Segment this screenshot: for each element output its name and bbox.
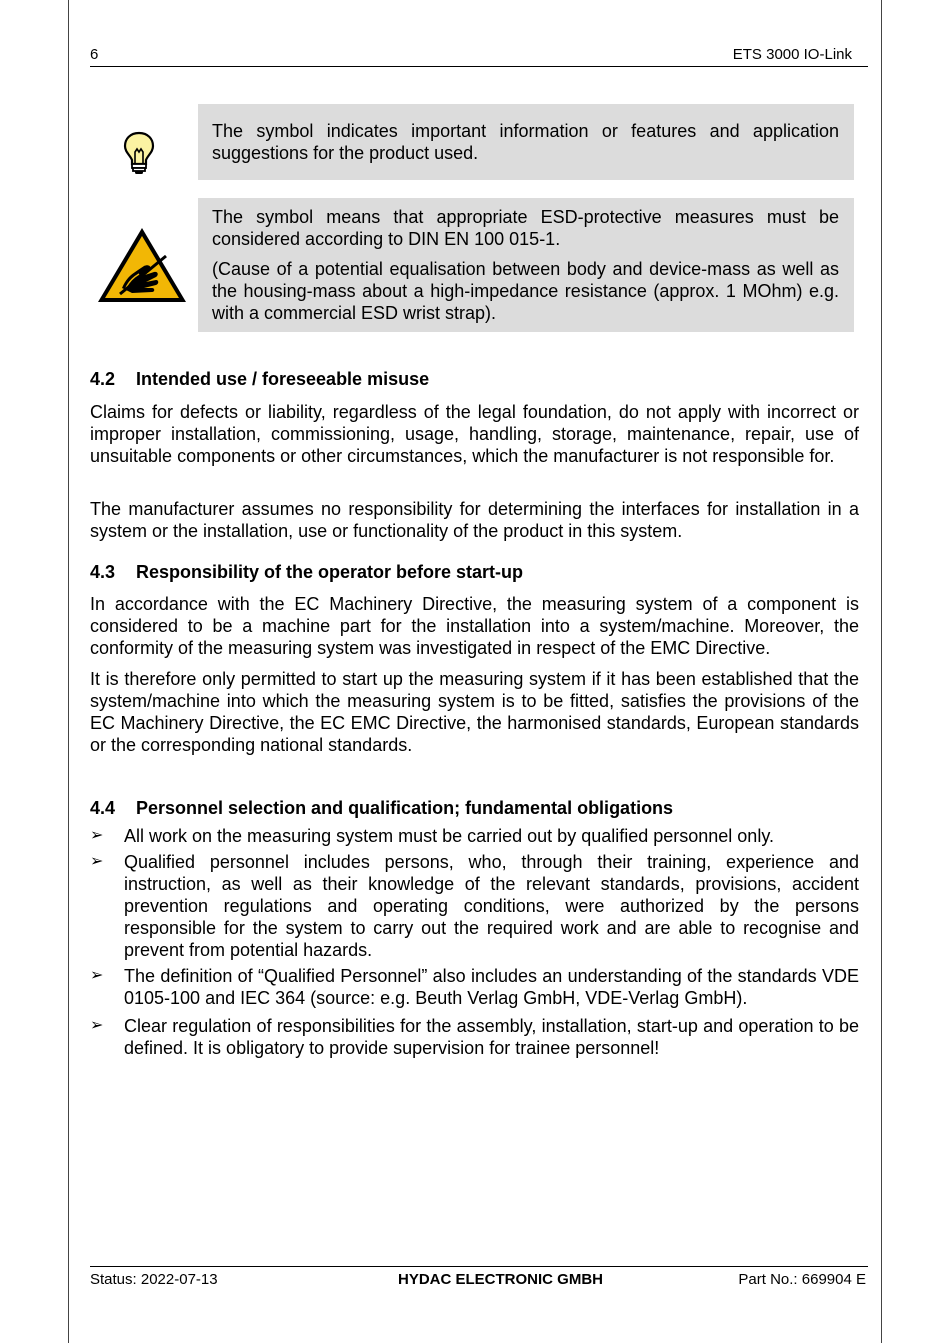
status-date: Status: 2022-07-13 xyxy=(90,1271,218,1288)
page-header xyxy=(90,44,868,67)
right-margin-line xyxy=(881,0,882,1343)
list-item xyxy=(90,1015,859,1059)
esd-note-box xyxy=(198,198,854,332)
section-4-3-heading xyxy=(90,562,523,583)
esd-note-text: The symbol means that appropriate ESD-protective measures must be considered according to DIN EN 100 015-1. xyxy=(212,207,839,249)
part-number: Part No.: 669904 E xyxy=(738,1271,866,1288)
lightbulb-icon xyxy=(121,130,157,176)
section-title: Personnel selection and qualification; fundamental obligations xyxy=(136,798,674,818)
section-title: Responsibility of the operator before start-up xyxy=(136,562,524,582)
page-number: 6 xyxy=(90,46,99,63)
list-item-text: Qualified personnel includes persons, who, through their training, experience and instruction, as well as their knowledge of the relevant standards, provisions, accident prevention regulations and operating conditions, were authorized by the persons responsible for the system to carry out the required work and are able to recognise and prevent from potential hazards. xyxy=(124,852,859,960)
section-number: 4.4 xyxy=(90,798,116,818)
esd-warning-icon xyxy=(96,226,188,304)
section-4-2-paragraph-1: Claims for defects or liability, regardless of the legal foundation, do not apply with incorrect or improper installation, commissioning, usage, handling, storage, maintenance, repair, use of unsuitable components or other circumstances, which the manufacturer is not responsible for. xyxy=(90,402,859,466)
left-margin-line xyxy=(68,0,69,1343)
info-note-text: The symbol indicates important information or features and application suggestions for the product used. xyxy=(212,121,839,163)
section-4-3-paragraph-1: In accordance with the EC Machinery Directive, the measuring system of a component is considered to be a machine part for the installation into a system/machine. Moreover, the conformity of the measuring system was investigated in respect of the EMC Directive. xyxy=(90,594,859,658)
section-number: 4.2 xyxy=(90,369,116,389)
list-item xyxy=(90,825,859,847)
esd-note-detail: (Cause of a potential equalisation between body and device-mass as well as the housing-mass about a high-impedance resistance (approx. 1 MOhm) e.g. with a commercial ESD wrist strap). xyxy=(212,259,839,323)
list-item xyxy=(90,851,859,961)
section-4-2-heading xyxy=(90,369,429,390)
section-4-3-paragraph-2: It is therefore only permitted to start up the measuring system if it has been established that the system/machine into which the measuring system is to be fitted, satisfies the provisions of the EC Machinery Directive, the EC EMC Directive, the harmonised standards, European standards or the corresponding national standards. xyxy=(90,669,859,755)
list-item-text: Clear regulation of responsibilities for the assembly, installation, start-up and operation to be defined. It is obligatory to provide supervision for trainee personnel! xyxy=(124,1016,859,1058)
company-name: HYDAC ELECTRONIC GMBH xyxy=(398,1271,603,1288)
arrow-bullet-icon: ➢ xyxy=(90,967,104,984)
section-4-4-heading xyxy=(90,798,673,819)
section-title: Intended use / foreseeable misuse xyxy=(136,369,430,389)
list-item xyxy=(90,965,859,1009)
list-item-text: All work on the measuring system must be carried out by qualified personnel only. xyxy=(124,826,774,846)
arrow-bullet-icon: ➢ xyxy=(90,1017,104,1034)
page-footer xyxy=(90,1266,868,1291)
section-number: 4.3 xyxy=(90,562,116,582)
list-item-text: The definition of “Qualified Personnel” also includes an understanding of the standards VDE 0105-100 and IEC 364 (source: e.g. Beuth Verlag GmbH, VDE-Verlag GmbH). xyxy=(124,966,859,1008)
arrow-bullet-icon: ➢ xyxy=(90,853,104,870)
info-note-box xyxy=(198,104,854,180)
arrow-bullet-icon: ➢ xyxy=(90,827,104,844)
document-title: ETS 3000 IO-Link xyxy=(732,46,852,63)
section-4-2-paragraph-2: The manufacturer assumes no responsibility for determining the interfaces for installation in a system or the installation, use or functionality of the product in this system. xyxy=(90,499,859,541)
